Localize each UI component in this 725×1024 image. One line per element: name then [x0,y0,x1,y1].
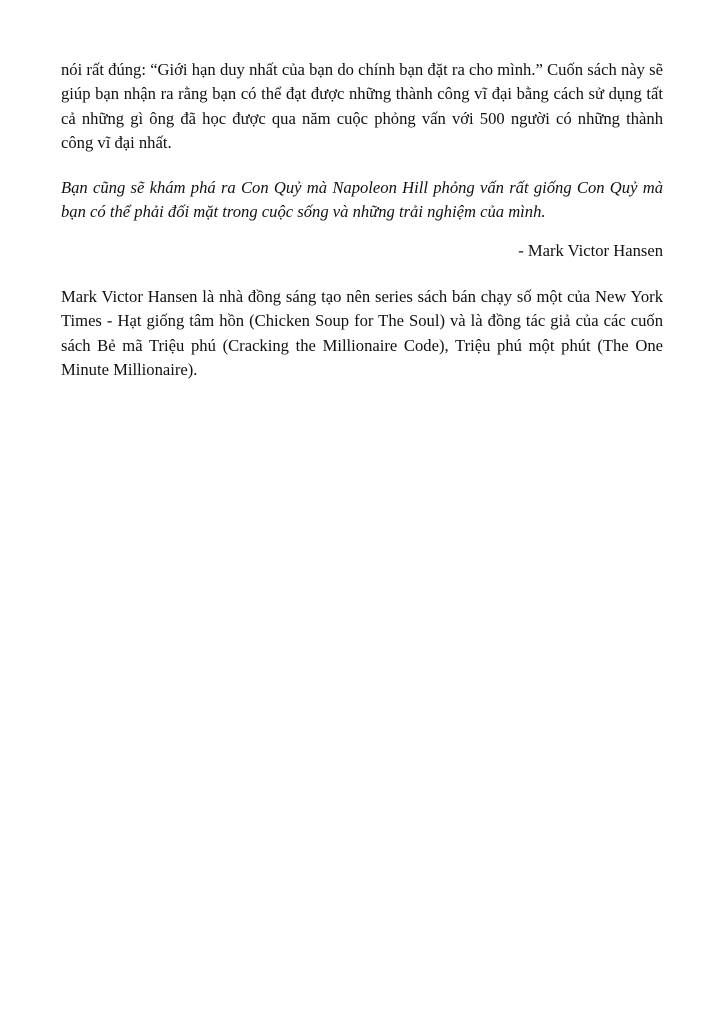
document-page [61,58,663,382]
author-signature: - Mark Victor Hansen [518,240,663,260]
author-bio-paragraph: Mark Victor Hansen là nhà đồng sáng tạo nên series sách bán chạy số một của New York Times - Hạt giống tâm hồn (Chicken Soup for The Soul) và là đồng tác giả của các cuốn sách Bẻ mã Triệu phú (Cracking the Millionaire Code), Triệu phú một phút (The One Minute Millionaire). [61,287,663,379]
intro-paragraph: nói rất đúng: “Giới hạn duy nhất của bạn do chính bạn đặt ra cho mình.” Cuốn sách này sẽ giúp bạn nhận ra rằng bạn có thể đạt được những thành công vĩ đại bằng cách sử dụng tất cả những gì ông đã học được qua năm cuộc phỏng vấn với 500 người có những thành công vĩ đại nhất. [61,60,663,152]
italic-quote-paragraph: Bạn cũng sẽ khám phá ra Con Quỷ mà Napoleon Hill phỏng vấn rất giống Con Quỷ mà bạn có thể phải đối mặt trong cuộc sống và những trải nghiệm của mình. [61,178,663,222]
